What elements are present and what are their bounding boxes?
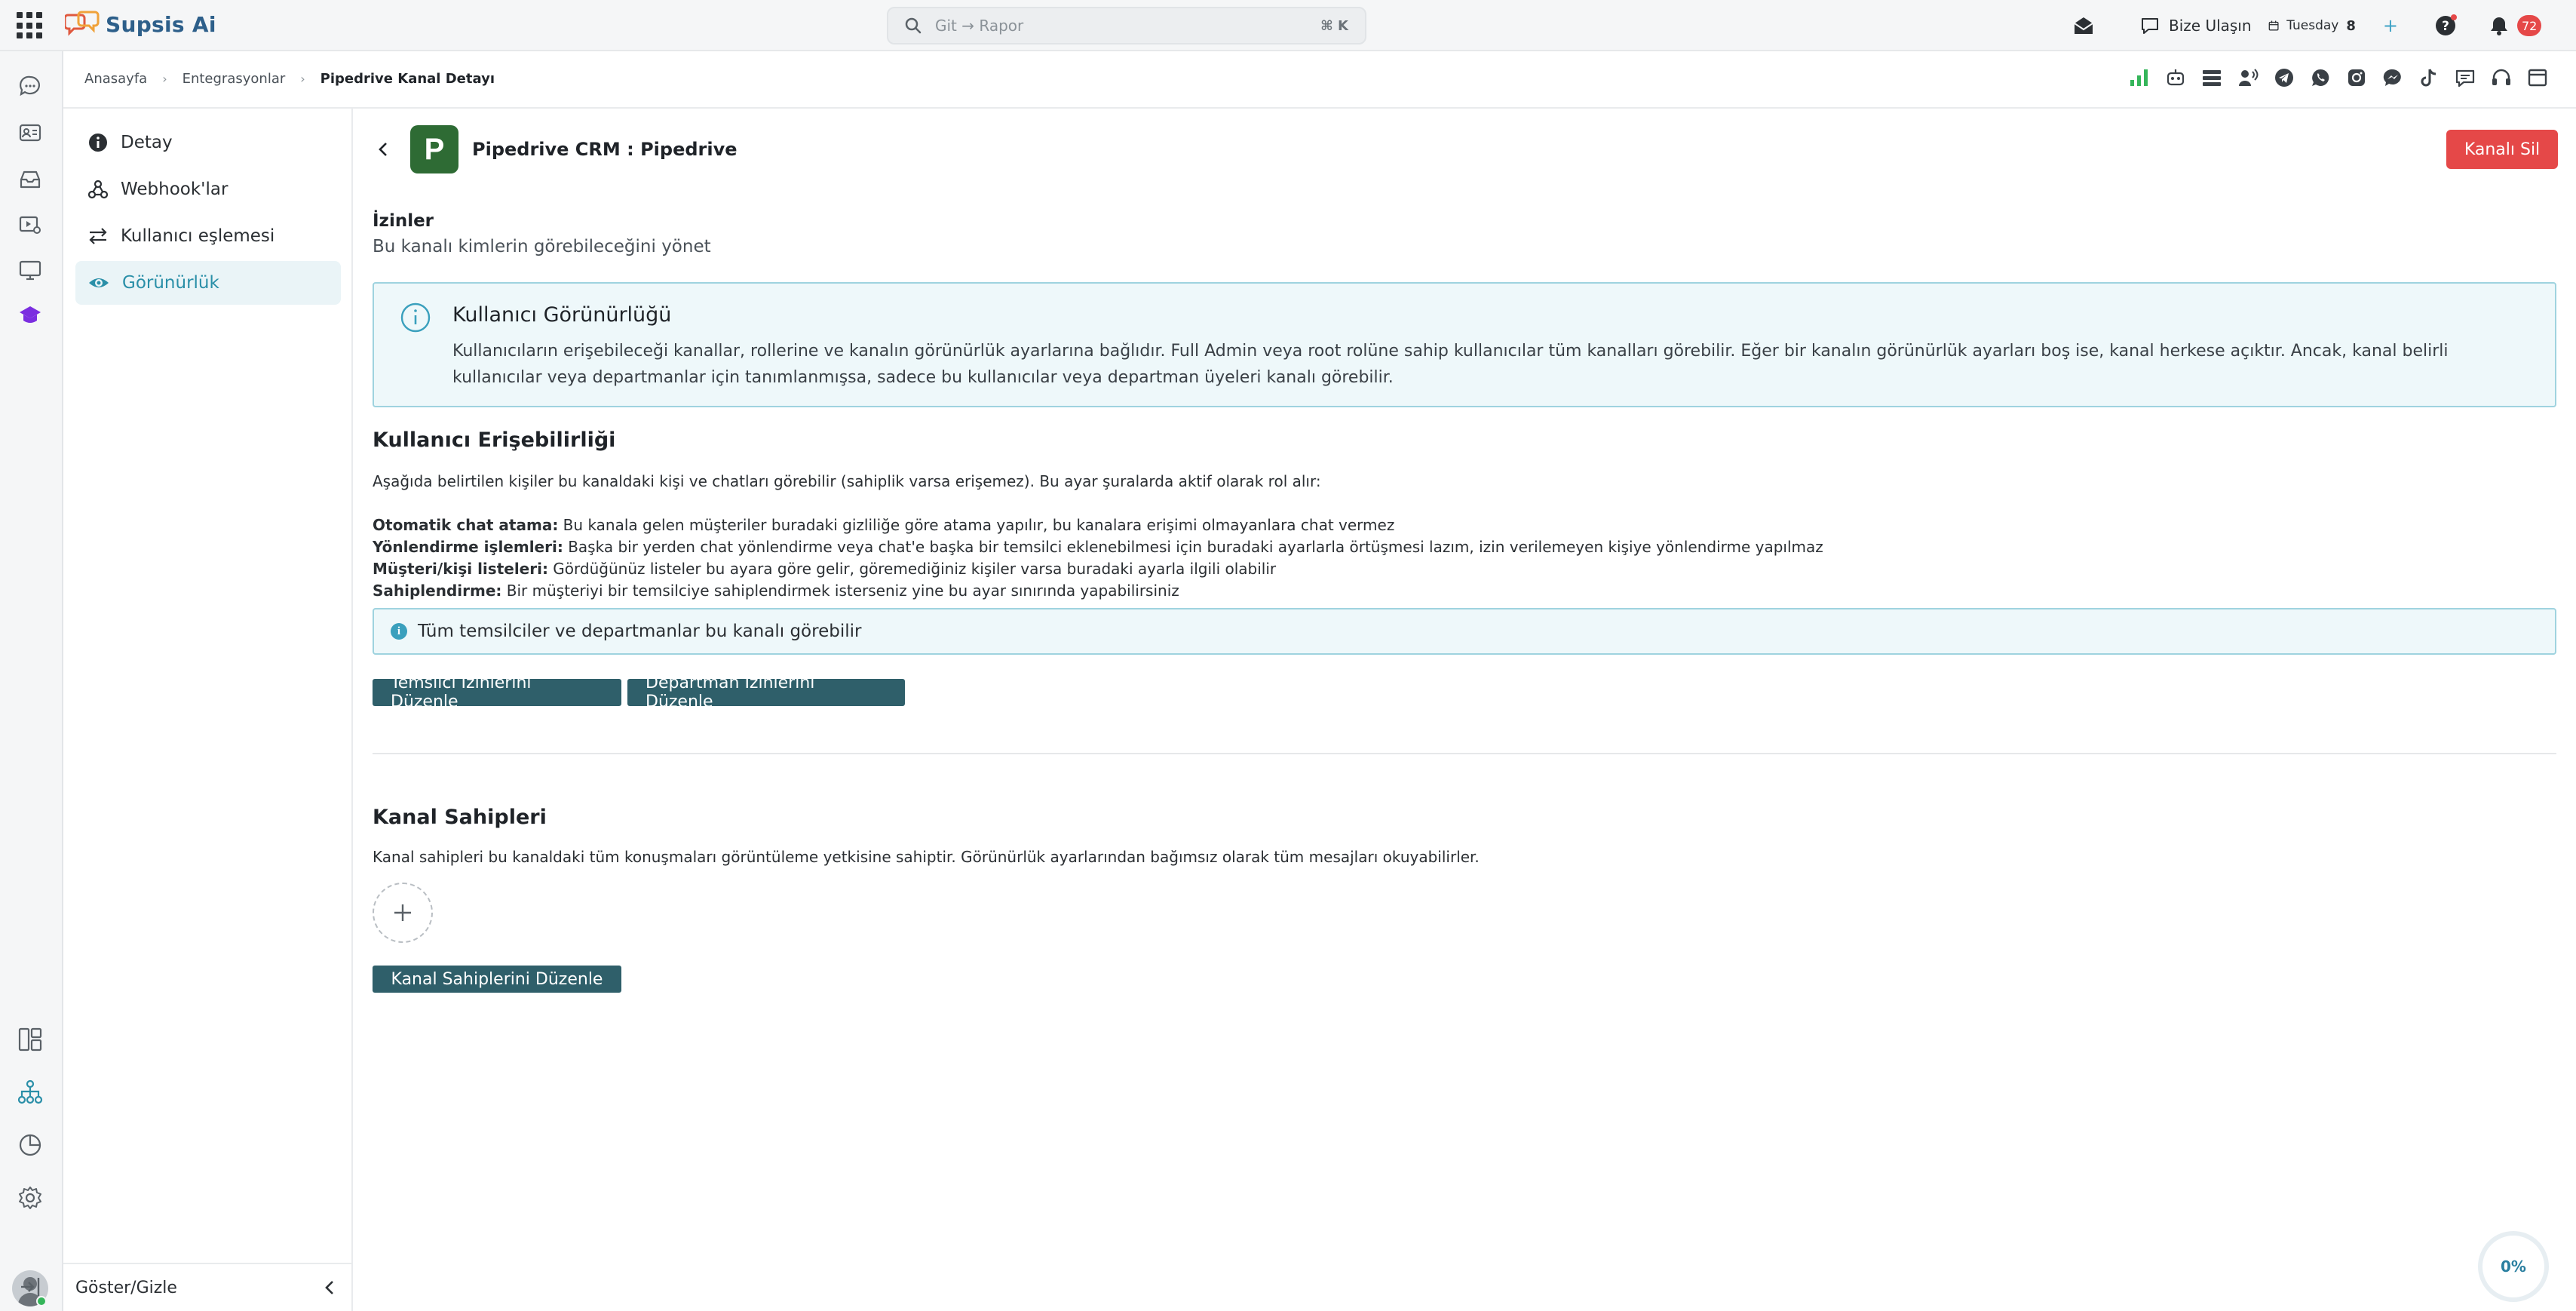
breadcrumb-integrations[interactable]: Entegrasyonlar (182, 71, 286, 87)
info-icon: i (391, 623, 407, 640)
supsis-logo-icon (65, 11, 101, 38)
contact-us-button[interactable] (2140, 9, 2252, 42)
contact-us-label: Bize Ulaşın (2169, 17, 2252, 35)
help-icon (2434, 14, 2457, 37)
calendar-icon (2268, 17, 2279, 34)
list-item-desc: Gördüğünüz listeler bu ayara göre gelir, göremediğiniz kişiler varsa buradaki ayarla ilgili olabilir (547, 560, 1277, 578)
svg-text:?: ? (2442, 19, 2449, 34)
edit-agent-permissions-button[interactable]: Temsilci İzinlerini Düzenle (373, 679, 621, 706)
arrows-exchange-icon (87, 226, 109, 247)
list-item-term: Sahiplendirme: (373, 582, 502, 600)
sidebar-item-user-mapping[interactable] (75, 214, 341, 258)
accessibility-title: Kullanıcı Erişebilirliği (373, 428, 616, 452)
back-button[interactable] (373, 138, 395, 161)
global-search[interactable] (887, 7, 1366, 45)
voice-icon[interactable] (2237, 66, 2259, 89)
toggle-sidebar-label: Göster/Gizle (75, 1278, 177, 1297)
all-visible-note-text: Tüm temsilciler ve departmanlar bu kanalı görebilir (418, 622, 862, 641)
edit-channel-owners-button[interactable]: Kanal Sahiplerini Düzenle (373, 966, 621, 993)
breadcrumb-home[interactable]: Anasayfa (84, 71, 148, 87)
date-day: Tuesday (2286, 18, 2339, 33)
webhook-icon (87, 179, 109, 200)
bot-icon[interactable] (2164, 66, 2187, 89)
rail-archive-icon[interactable] (15, 164, 45, 195)
rail-monitor-icon[interactable] (15, 255, 45, 285)
brand-name: Supsis Ai (106, 11, 216, 37)
top-bar (0, 0, 2576, 51)
list-item-term: Yönlendirme işlemleri: (373, 538, 563, 556)
sidebar-item-label: Görünürlük (122, 273, 219, 293)
sidebar-item-webhooks[interactable] (75, 167, 341, 211)
rail-reports-icon[interactable] (15, 1130, 45, 1160)
progress-label: 0% (2501, 1257, 2526, 1276)
chevron-left-icon (376, 141, 392, 158)
delete-channel-button[interactable]: Kanalı Sil (2446, 130, 2558, 169)
edit-department-permissions-button[interactable]: Departman İzinlerini Düzenle (627, 679, 905, 706)
list-item-desc: Bu kanala gelen müşteriler buradaki gizliliğe göre atama yapılır, bu kanalara erişimi olmayanlara chat vermez (558, 516, 1395, 534)
search-placeholder: Git → Rapor (935, 17, 1024, 35)
rail-settings-icon[interactable] (15, 1183, 45, 1213)
accessibility-list (373, 514, 1823, 602)
apps-grid-icon[interactable] (17, 12, 44, 39)
list-item (373, 580, 1823, 602)
bell-icon (2489, 15, 2510, 36)
chat-bubble-icon (2140, 16, 2160, 35)
brand-logo[interactable] (65, 8, 216, 41)
add-event-icon[interactable]: + (2382, 15, 2398, 36)
sidebar-item-detail[interactable] (75, 121, 341, 164)
owners-text: Kanal sahipleri bu kanaldaki tüm konuşmaları görüntüleme yetkisine sahiptir. Görünürlük ayarlarından bağımsız olarak tüm mesajları okuyabilirler. (373, 848, 1480, 866)
list-item (373, 558, 1823, 580)
rail-layout-icon[interactable] (15, 1024, 45, 1055)
tiktok-icon[interactable] (2418, 66, 2440, 89)
channel-header (373, 124, 738, 175)
info-icon (87, 132, 109, 153)
channel-title: Pipedrive CRM : Pipedrive (472, 139, 738, 160)
whatsapp-icon[interactable] (2309, 66, 2332, 89)
search-icon (905, 17, 922, 34)
channel-settings-sidebar (63, 109, 353, 1311)
breadcrumb-bar (63, 51, 2576, 109)
channel-icons (2128, 66, 2549, 89)
sidebar-item-label: Kullanıcı eşlemesi (121, 226, 275, 246)
add-owner-button[interactable] (373, 883, 433, 943)
section-divider (373, 753, 2556, 754)
search-shortcut: ⌘ K (1320, 17, 1348, 34)
progress-widget[interactable] (2472, 1225, 2555, 1308)
visibility-info-text: Kullanıcıların erişebileceği kanallar, rollerine ve kanalın görünürlük ayarlarına bağlıdır. Full Admin veya root rolüne sahip kullanıcılar tüm kanalları görebilir. Eğer bir kanalın görünürlük ayarları boş ise, kanal herkese açıktır. Ancak, kanal belirli kullanıcılar veya departmanlar için tanımlanmışsa, sadece bu kullanıcılar veya departman üyeleri kanalı görebilir. (452, 342, 2449, 387)
breadcrumb-separator-icon: › (300, 72, 305, 86)
pipedrive-logo: P (410, 125, 458, 173)
visibility-info-box (373, 282, 2556, 407)
toggle-sidebar-footer[interactable] (63, 1263, 351, 1311)
sidebar-item-label: Detay (121, 133, 173, 152)
sms-icon[interactable] (2454, 66, 2476, 89)
telegram-icon[interactable] (2273, 66, 2295, 89)
signal-bars-icon[interactable] (2128, 66, 2151, 89)
breadcrumb-separator-icon: › (162, 72, 167, 86)
breadcrumb-current: Pipedrive Kanal Detayı (320, 71, 495, 87)
help-button[interactable] (2434, 9, 2457, 42)
rail-conversations-icon[interactable] (15, 71, 45, 101)
eye-icon (87, 272, 110, 293)
list-icon[interactable] (2200, 66, 2223, 89)
permissions-subtitle: Bu kanalı kimlerin görebileceğini yönet (373, 237, 711, 256)
rail-integrations-icon[interactable] (15, 1077, 45, 1107)
left-rail (0, 51, 63, 1311)
list-item (373, 514, 1823, 536)
list-item-term: Müşteri/kişi listeleri: (373, 560, 548, 578)
notification-count-badge: 72 (2517, 15, 2541, 36)
list-item-desc: Bir müşteriyi bir temsilciye sahiplendirmek isterseniz yine bu ayar sınırında yapabilirsiniz (501, 582, 1179, 600)
plus-icon (391, 901, 414, 924)
breadcrumb (84, 71, 495, 87)
list-item-term: Otomatik chat atama: (373, 516, 559, 534)
permissions-title: İzinler (373, 211, 434, 231)
messenger-icon[interactable] (2381, 66, 2404, 89)
list-item (373, 536, 1823, 558)
rail-media-settings-icon[interactable] (15, 210, 45, 240)
sidebar-item-label: Webhook'lar (121, 180, 228, 199)
inbox-button[interactable] (2072, 9, 2095, 42)
instagram-icon[interactable] (2345, 66, 2368, 89)
rail-school-icon[interactable] (15, 300, 45, 330)
owners-title: Kanal Sahipleri (373, 806, 547, 829)
rail-contacts-icon[interactable] (15, 118, 45, 148)
date-widget[interactable] (2268, 9, 2398, 42)
mail-open-icon (2072, 14, 2095, 37)
main-content (373, 109, 2558, 1311)
window-icon[interactable] (2526, 66, 2549, 89)
visibility-info-title: Kullanıcı Görünürlüğü (452, 303, 672, 327)
date-number: 8 (2346, 17, 2356, 34)
notifications-button[interactable] (2489, 9, 2510, 42)
chevron-left-icon[interactable] (321, 1279, 339, 1297)
accessibility-intro: Aşağıda belirtilen kişiler bu kanaldaki kişi ve chatları görebilir (sahiplik varsa erişemez). Bu ayar şuralarda aktif olarak rol alır: (373, 472, 1321, 490)
info-outline-icon (400, 302, 431, 333)
sidebar-item-visibility[interactable] (75, 261, 341, 305)
logout-icon[interactable] (15, 1272, 45, 1302)
headset-icon[interactable] (2490, 66, 2513, 89)
list-item-desc: Başka bir yerden chat yönlendirme veya chat'e başka bir temsilci eklenebilmesi için buradaki ayarlarla örtüşmesi lazım, izin verilemeyen kişiye yönlendirme yapılmaz (563, 538, 1823, 556)
all-visible-note (373, 608, 2556, 655)
